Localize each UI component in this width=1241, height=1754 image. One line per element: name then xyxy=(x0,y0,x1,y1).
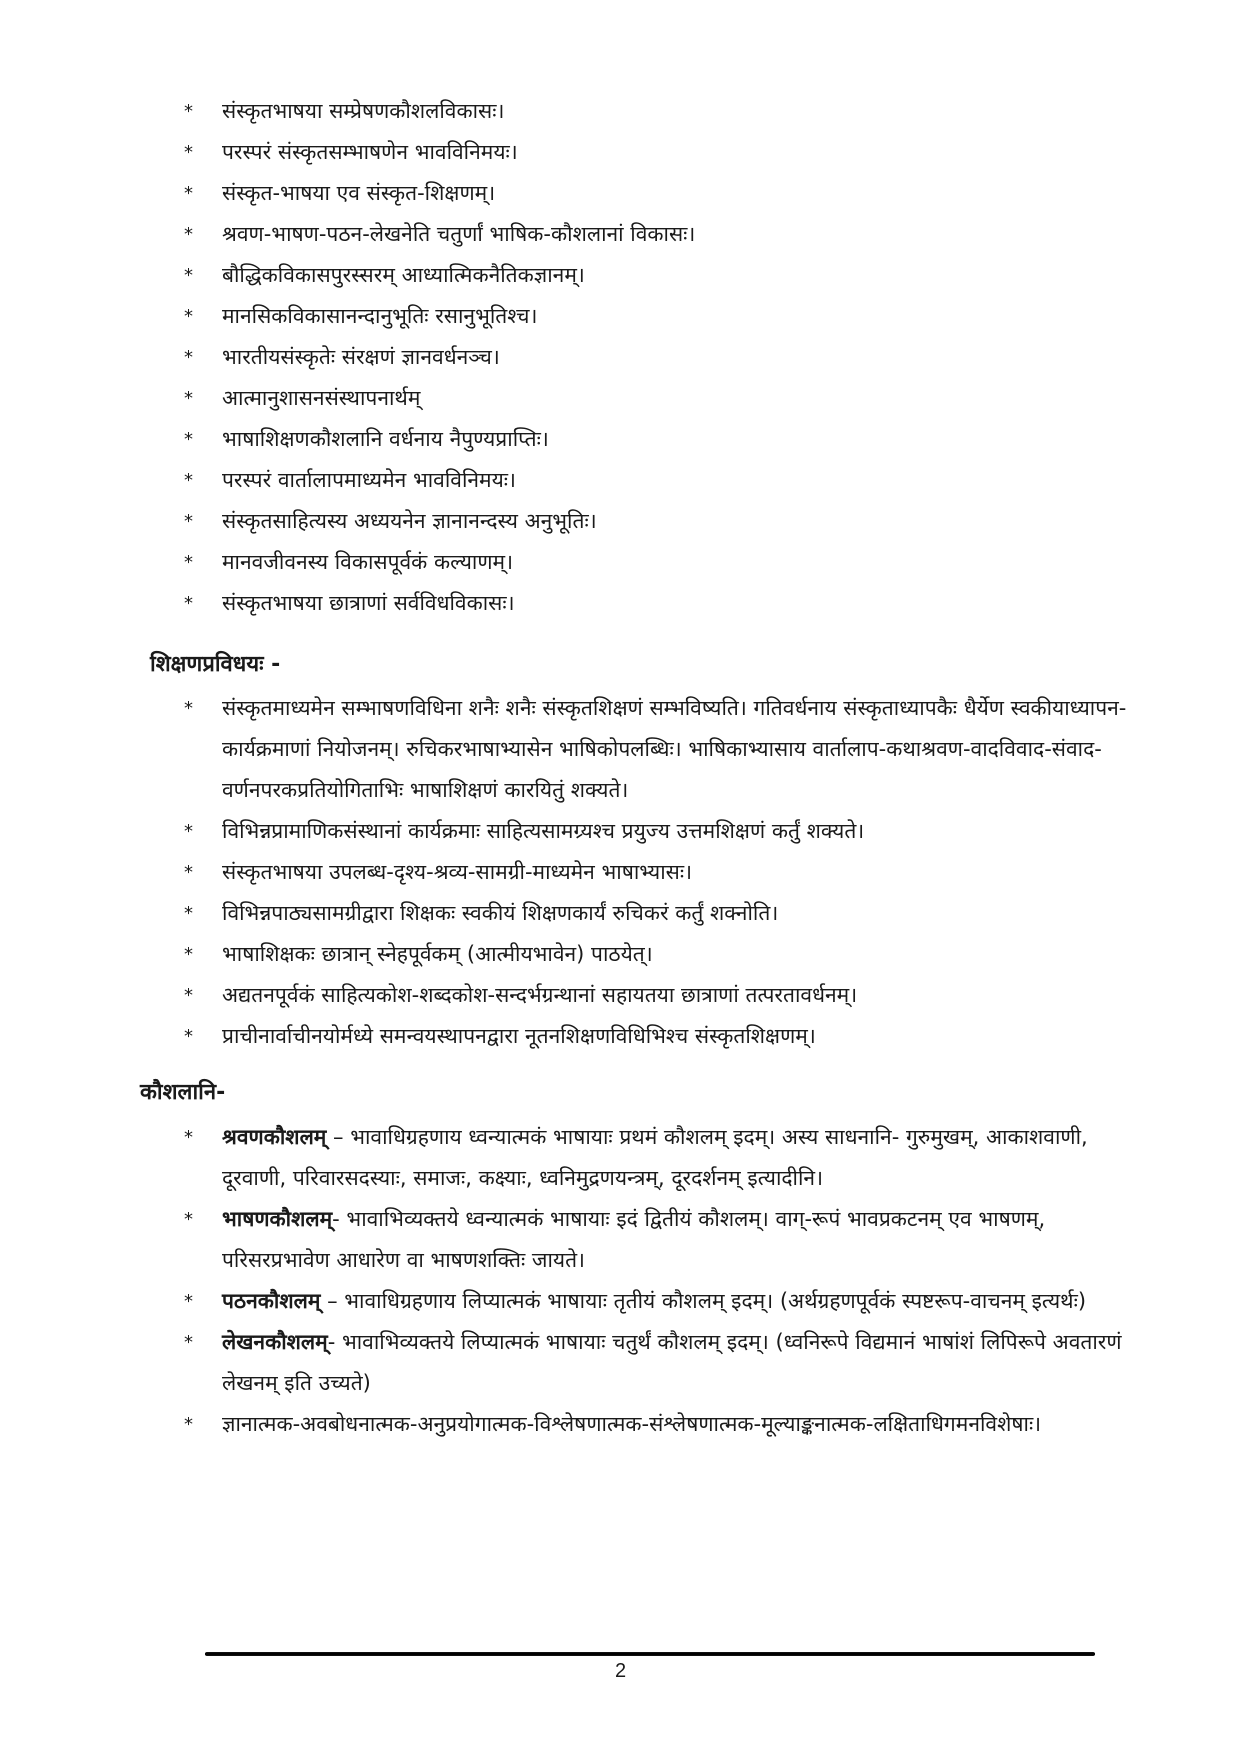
skills-heading: कौशलानि- xyxy=(140,1080,226,1105)
list-item-text: परस्परं वार्तालापमाध्यमेन भावविनिमयः। xyxy=(222,468,516,492)
bullet-asterisk: * xyxy=(184,944,193,965)
bullet-asterisk: * xyxy=(184,183,193,204)
page-number: 2 xyxy=(614,1660,627,1682)
list-item xyxy=(184,173,1144,214)
list-item xyxy=(184,1404,1144,1445)
list-item xyxy=(184,1281,1144,1322)
bullet-asterisk: * xyxy=(184,224,193,245)
list-item-text: प्राचीनार्वाचीनयोर्मध्ये समन्वयस्थापनद्वारा नूतनशिक्षणविधिभिश्च संस्कृतशिक्षणम्। xyxy=(222,1024,816,1048)
list-item xyxy=(184,378,1144,419)
skills-list xyxy=(184,1117,1144,1445)
bullet-asterisk: * xyxy=(184,821,193,842)
methods-list xyxy=(184,688,1144,1057)
list-item xyxy=(184,975,1144,1016)
list-item xyxy=(184,1016,1144,1057)
list-item-text xyxy=(184,1117,1144,1199)
list-item xyxy=(184,132,1144,173)
bullet-asterisk: * xyxy=(184,142,193,163)
list-item-text: संस्कृतभाषया छात्राणां सर्वविधविकासः। xyxy=(222,591,515,615)
bullet-asterisk: * xyxy=(184,862,193,883)
list-item xyxy=(184,255,1144,296)
skill-term: भाषणकौशलम् xyxy=(222,1207,333,1231)
bullet-asterisk: * xyxy=(184,1291,193,1312)
list-item-text: विभिन्नपाठ्यसामग्रीद्वारा शिक्षकः स्वकीयं शिक्षणकार्यं रुचिकरं कर्तुं शक्नोति। xyxy=(222,901,779,925)
bullet-asterisk: * xyxy=(184,1026,193,1047)
footer-divider xyxy=(205,1652,1095,1656)
list-item xyxy=(184,893,1144,934)
list-item xyxy=(184,688,1144,811)
list-item-text: संस्कृत-भाषया एव संस्कृत-शिक्षणम्। xyxy=(222,181,496,205)
list-item-text xyxy=(184,1281,1144,1322)
skill-description: – भावाधिग्रहणाय ध्वन्यात्मकं भाषायाः प्रथमं कौशलम् इदम्। अस्य साधनानि- गुरुमुखम्, आकाशवाणी, दूरवाणी, परिवारसदस्याः, समाजः, कक्ष्याः, ध्वनिमुद्रणयन्त्रम्, दूरदर्शनम् इत्यादीनि। xyxy=(222,1125,1088,1190)
objectives-list xyxy=(184,91,1144,624)
list-item xyxy=(184,1117,1144,1199)
list-item-text: मानवजीवनस्य विकासपूर्वकं कल्याणम्। xyxy=(222,550,514,574)
list-item xyxy=(184,419,1144,460)
bullet-asterisk: * xyxy=(184,101,193,122)
list-item-text: संस्कृतभाषया सम्प्रेषणकौशलविकासः। xyxy=(222,99,505,123)
list-item-text: संस्कृतभाषया उपलब्ध-दृश्य-श्रव्य-सामग्री-माध्यमेन भाषाभ्यासः। xyxy=(222,860,693,884)
skill-term: श्रवणकौशलम् xyxy=(222,1125,327,1149)
bullet-asterisk: * xyxy=(184,1209,193,1230)
list-item-text: श्रवण-भाषण-पठन-लेखनेति चतुर्णां भाषिक-कौशलानां विकासः। xyxy=(222,222,696,246)
list-item-text: आत्मानुशासनसंस्थापनार्थम् xyxy=(222,386,421,410)
list-item xyxy=(184,1322,1144,1404)
skill-term: पठनकौशलम् xyxy=(222,1289,321,1313)
list-item-text: बौद्धिकविकासपुरस्सरम् आध्यात्मिकनैतिकज्ञानम्। xyxy=(222,263,585,287)
bullet-asterisk: * xyxy=(184,903,193,924)
list-item xyxy=(184,501,1144,542)
list-item-text: संस्कृतसाहित्यस्य अध्ययनेन ज्ञानानन्दस्य अनुभूतिः। xyxy=(222,509,597,533)
list-item xyxy=(184,91,1144,132)
bullet-asterisk: * xyxy=(184,698,193,719)
bullet-asterisk: * xyxy=(184,347,193,368)
bullet-asterisk: * xyxy=(184,985,193,1006)
bullet-asterisk: * xyxy=(184,1414,193,1435)
list-item xyxy=(184,852,1144,893)
list-item xyxy=(184,337,1144,378)
skill-term: लेखनकौशलम् xyxy=(222,1330,328,1354)
skill-description: – भावाधिग्रहणाय लिप्यात्मकं भाषायाः तृतीयं कौशलम् इदम्। (अर्थग्रहणपूर्वकं स्पष्टरूप-वाचनम् इत्यर्थः) xyxy=(320,1289,1087,1313)
list-item-text: अद्यतनपूर्वकं साहित्यकोश-शब्दकोश-सन्दर्भग्रन्थानां सहायतया छात्राणां तत्परतावर्धनम्। xyxy=(222,983,858,1007)
bullet-asterisk: * xyxy=(184,388,193,409)
list-item-text xyxy=(184,1404,1144,1445)
list-item xyxy=(184,811,1144,852)
bullet-asterisk: * xyxy=(184,1127,193,1148)
list-item-text: भाषाशिक्षणकौशलानि वर्धनाय नैपुण्यप्राप्तिः। xyxy=(222,427,549,451)
list-item xyxy=(184,934,1144,975)
bullet-asterisk: * xyxy=(184,470,193,491)
bullet-asterisk: * xyxy=(184,552,193,573)
list-item xyxy=(184,214,1144,255)
list-item xyxy=(184,460,1144,501)
bullet-asterisk: * xyxy=(184,429,193,450)
list-item xyxy=(184,296,1144,337)
list-item xyxy=(184,1199,1144,1281)
list-item-text: परस्परं संस्कृतसम्भाषणेन भावविनिमयः। xyxy=(222,140,518,164)
skill-description: - भावाभिव्यक्तये ध्वन्यात्मकं भाषायाः इदं द्वितीयं कौशलम्। वाग्-रूपं भावप्रकटनम् एव भाषणम्, परिसरप्रभावेण आधारेण वा भाषणशक्तिः जायते। xyxy=(222,1207,1046,1272)
list-item-text: मानसिकविकासानन्दानुभूतिः रसानुभूतिश्च। xyxy=(222,304,538,328)
bullet-asterisk: * xyxy=(184,511,193,532)
list-item-text: भारतीयसंस्कृतेः संरक्षणं ज्ञानवर्धनञ्च। xyxy=(222,345,500,369)
bullet-asterisk: * xyxy=(184,1332,193,1353)
skill-description: - भावाभिव्यक्तये लिप्यात्मकं भाषायाः चतुर्थं कौशलम् इदम्। (ध्वनिरूपे विद्यमानं भाषांशं लिपिरूपे अवतारणं लेखनम् इति उच्यते) xyxy=(222,1330,1122,1395)
list-item-text: भाषाशिक्षकः छात्रान् स्नेहपूर्वकम् (आत्मीयभावेन) पाठयेत्। xyxy=(222,942,653,966)
list-item-text xyxy=(184,1199,1144,1281)
bullet-asterisk: * xyxy=(184,265,193,286)
bullet-asterisk: * xyxy=(184,306,193,327)
skill-description: ज्ञानात्मक-अवबोधनात्मक-अनुप्रयोगात्मक-विश्लेषणात्मक-संश्लेषणात्मक-मूल्याङ्कनात्मक-लक्षिताधिगमनविशेषाः। xyxy=(222,1412,1042,1436)
list-item-text: विभिन्नप्रामाणिकसंस्थानां कार्यक्रमाः साहित्यसामग्र्यश्च प्रयुज्य उत्तमशिक्षणं कर्तुं शक्यते। xyxy=(222,819,865,843)
list-item-text xyxy=(184,1322,1144,1404)
bullet-asterisk: * xyxy=(184,593,193,614)
methods-heading: शिक्षणप्रविधयः - xyxy=(150,652,281,677)
list-item xyxy=(184,542,1144,583)
list-item xyxy=(184,583,1144,624)
list-item-text: संस्कृतमाध्यमेन सम्भाषणविधिना शनैः शनैः संस्कृतशिक्षणं सम्भविष्यति। गतिवर्धनाय संस्कृताध्यापकैः धैर्येण स्वकीयाध्यापन-कार्यक्रमाणां नियोजनम्। रुचिकरभाषाभ्यासेन भाषिकोपलब्धिः। भाषिकाभ्यासाय वार्तालाप-कथाश्रवण-वादविवाद-संवाद-वर्णनपरकप्रतियोगिताभिः भाषाशिक्षणं कारयितुं शक्यते। xyxy=(222,696,1127,802)
